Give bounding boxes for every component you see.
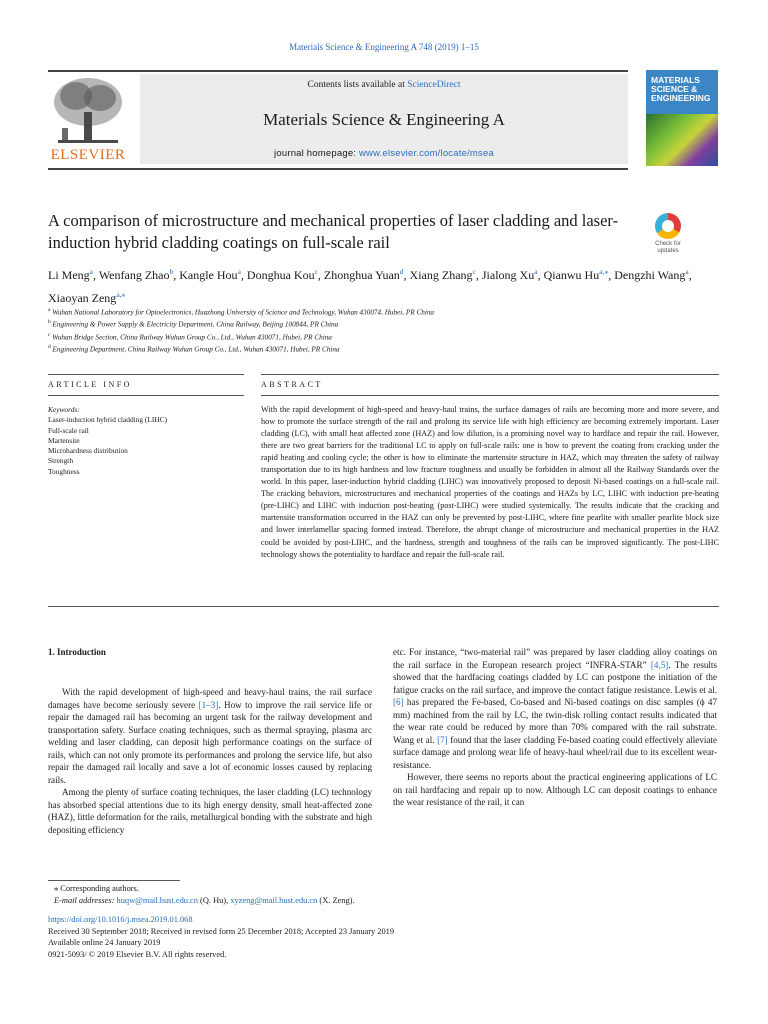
- email-link-hu[interactable]: huqw@mail.hust.edu.cn: [116, 895, 198, 905]
- author-affiliation-marker[interactable]: b: [169, 267, 174, 276]
- homepage-link[interactable]: www.elsevier.com/locate/msea: [358, 148, 494, 159]
- author-affiliation-marker[interactable]: a: [237, 267, 241, 276]
- author-name[interactable]: Kangle Hou: [179, 268, 238, 282]
- author-affiliation-marker[interactable]: a: [685, 267, 689, 276]
- affiliation-list: [48, 305, 708, 355]
- author-name[interactable]: Zhonghua Yuan: [323, 268, 400, 282]
- affiliation-key: a: [48, 307, 51, 313]
- crossmark-label: [650, 241, 686, 255]
- author-affiliation-marker[interactable]: c: [472, 267, 476, 276]
- abstract-bottom-rule: [48, 606, 719, 607]
- affiliation-text: Wuhan Bridge Section, China Railway Wuhan Group Co., Ltd., Wuhan 430071, Hubei, PR China: [52, 333, 332, 342]
- homepage-prefix: journal homepage:: [274, 148, 359, 159]
- keywords-label: Keywords:: [48, 405, 80, 414]
- affiliation-item: [48, 342, 708, 354]
- abstract-rule: [261, 374, 719, 375]
- citation-link[interactable]: [4,5]: [650, 659, 669, 670]
- cover-artwork: [646, 114, 718, 166]
- journal-reference[interactable]: Materials Science & Engineering A 748 (2019) 1–15: [289, 42, 479, 52]
- elsevier-wordmark: ELSEVIER: [50, 147, 126, 163]
- author-name[interactable]: Dengzhi Wang: [614, 268, 686, 282]
- copyright: 0921-5093/ © 2019 Elsevier B.V. All rights reserved.: [48, 949, 227, 959]
- keyword-item: Laser-induction hybrid cladding (LIHC): [48, 415, 168, 425]
- author-affiliation-marker[interactable]: d: [399, 267, 404, 276]
- cover-title: MATERIALS SCIENCE & ENGINEERING: [651, 75, 711, 103]
- tree-logo-icon: [48, 74, 128, 148]
- affiliation-text: Engineering Department, China Railway Wuhan Group Co., Ltd., Wuhan 430071, Hubei, PR China: [52, 345, 340, 354]
- masthead-bottom-rule: [48, 168, 628, 170]
- elsevier-logo[interactable]: [48, 74, 128, 164]
- crossmark-line2: updates: [657, 248, 679, 254]
- author-name[interactable]: Wenfang Zhao: [98, 268, 170, 282]
- keyword-item: Toughness: [48, 466, 80, 476]
- doi-link[interactable]: https://doi.org/10.1016/j.msea.2019.01.068: [48, 915, 193, 924]
- author-affiliation-marker[interactable]: a: [534, 267, 538, 276]
- citation-link[interactable]: [6]: [393, 697, 404, 707]
- keyword-item: Microhardness distribution: [48, 446, 128, 456]
- footnotes: [48, 880, 548, 906]
- contents-prefix: Contents lists available at: [307, 80, 408, 90]
- sciencedirect-link[interactable]: ScienceDirect: [407, 80, 461, 90]
- journal-masthead: [48, 70, 718, 166]
- corresponding-footnote: ⁎ Corresponding authors.: [54, 884, 139, 893]
- check-for-updates-button[interactable]: [650, 213, 686, 257]
- p3-text-a: etc. For instance, “two-material rail” was prepared by laser cladding alloy coatings on the rail surface in the European research project “INFRA-STAR”: [393, 647, 717, 670]
- affiliation-key: d: [48, 344, 51, 351]
- email-owner-hu: (Q. Hu),: [197, 895, 231, 905]
- author-name[interactable]: Xiang Zhang: [409, 268, 473, 282]
- affiliation-item: [48, 305, 708, 317]
- intro-paragraph-4: However, there seems no reports about the practical engineering applications of LC on rail hardfacing and repair up to now. Although LC can deposit coatings to enhance the wear resistance of the rail, it can: [393, 772, 717, 807]
- p1-text-b: . How to improve the rail service life or repair the damaged rail has becoming an urgent task for the railway development and transportation safety. Surface coating techniques, such as thermal spraying, plasma arc welding and laser cladding, can deposit high performance coatings on the surface of rails, which can not only promote its performances and prolong the service life, but also repair the damaged rail locally and save a lot of economic losses caused by replacing rails.: [48, 699, 372, 785]
- intro-paragraph-3: [393, 646, 717, 771]
- crossmark-icon: [655, 213, 681, 239]
- contents-line: [140, 80, 628, 90]
- article-info-subrule: [48, 395, 244, 396]
- article-title: A comparison of microstructure and mechanical properties of laser cladding and laser-induction hybrid cladding coatings on full-scale rail: [48, 211, 619, 252]
- keyword-item: Strength: [48, 456, 74, 466]
- email-link-zeng[interactable]: xyzeng@mail.hust.edu.cn: [230, 895, 318, 905]
- keyword-item: Martensite: [48, 435, 80, 445]
- p3-text-b: . The results showed that the hardfacing coatings cladded by LC can postpone the initiation of the fatigue cracks on the rail surface, and improve the contact fatigue resistance. Lewis et al.: [393, 659, 717, 695]
- author-affiliation-marker[interactable]: c: [314, 267, 318, 276]
- citation-link[interactable]: [1–3]: [198, 699, 219, 710]
- available-online: Available online 24 January 2019: [48, 938, 161, 947]
- abstract-text: With the rapid development of high-speed and heavy-haul trains, the surface damages of rails are becoming more and more severe, and how to promote the surface strength of the rail and prolong its service life with high efficiency are becoming extremely important. Laser cladding (LC), with small heat affected zone (HAZ) and low dilution, is a promising novel way to hardface and repair the rail. However, there are two great barriers for the traditional LC to apply on full-scale rails: one is how to prevent the coating from cracking under the rapid heating and cooling cycle; the other is how to eliminate the martensite structure in HAZ, which may threaten the safety of railway transportation due to its high hardness and low fracture toughness and usually be forbidden in almost all the Railway Standards over the world. In this paper, laser-induction hybrid cladding (LIHC) was innovatively proposed to deposit Ni-based coatings on a full-scale rail. The cracking behaviors, microstructures and mechanical properties of the coatings and HAZs by LC, LIHC with induction pre-heating (pre-LIHC) and LIHC with induction post-heating (post-LIHC) were studied systemically. The results indicate that the cracking and martensite transformation occurred in the HAZ can only be prevented by post-LIHC, where fine pearlite with smaller pearlite block size and lower interlamellar spacing formed instead. Therefore, the abrupt change of microstructure and mechanical properties in the HAZ could be avoided by post-LIHC, and the hardness, strength and toughness of the rails can be improved significantly. The post-LIHC technology shows the potentiality to hardface and repair the full-scale rail.: [261, 405, 719, 559]
- email-footnote: [48, 895, 548, 907]
- author-name[interactable]: Jialong Xu: [481, 268, 535, 282]
- citation-link[interactable]: [7]: [437, 734, 448, 745]
- body-column-left: [48, 686, 372, 836]
- author-affiliation-marker[interactable]: a,⁎: [599, 267, 609, 276]
- p3-text-d: found that the laser cladding Fe-based coating could effectively alleviate surface damage and prolong wear life of heavy-haul wheel/rail due to its excellent wear-resistance.: [393, 734, 717, 770]
- journal-name: Materials Science & Engineering A: [263, 110, 505, 129]
- affiliation-item: [48, 330, 708, 342]
- footnote-rule: [48, 880, 180, 881]
- masthead-top-rule: [48, 70, 628, 72]
- section-heading-introduction: 1. Introduction: [48, 647, 106, 657]
- author-name[interactable]: Li Meng: [48, 268, 90, 282]
- affiliation-item: [48, 317, 708, 329]
- author-affiliation-marker[interactable]: a: [89, 267, 94, 276]
- p1-text-a: With the rapid development of high-speed and heavy-haul trains, the rail surface damages have become seriously severe: [48, 687, 372, 710]
- intro-paragraph-1: [48, 686, 372, 786]
- body-column-right: [393, 646, 717, 809]
- author-name[interactable]: Donghua Kou: [246, 268, 315, 282]
- keyword-item: Full-scale rail: [48, 425, 89, 435]
- article-info-rule: [48, 374, 244, 375]
- crossmark-line1: Check for: [655, 241, 681, 247]
- keywords-block: [48, 405, 248, 477]
- intro-paragraph-2: Among the plenty of surface coating techniques, the laser cladding (LC) technology has absorbed special attentions due to its high energy density, small heat-affected zone (HAZ), little deformation for the rails, metallurgical bonding with the substrate and high depositing efficiency: [48, 787, 372, 835]
- email-owner-zeng: (X. Zeng).: [317, 895, 355, 905]
- p3-text-c: has prepared the Fe-based, Co-based and Ni-based coatings on disc samples (ϕ 47 mm) machined from the rail by LC, the twin-disk rolling contact results indicated that the wear rate could be reduced by more than 70% compared with the rail substrate. Wang et al.: [393, 697, 717, 745]
- email-label: E-mail addresses:: [54, 895, 117, 905]
- affiliation-key: b: [48, 319, 51, 326]
- author-list: Li Meng$^a$, Wenfang Zhao$^b$, Kangle Hou$^a$, Donghua Kou$^c$, Zhonghua Yuan$^d$, Xiang Zhang$^c$, Jialong Xu$^a$, Qianwu $Hu^{a,⁎}$, Dengzhi Wang$^a$, Xiaoyan Zeng$^{a,⁎}$: [48, 267, 692, 305]
- abstract-heading: ABSTRACT: [261, 380, 323, 389]
- received-dates: Received 30 September 2018; Received in revised form 25 December 2018; Accepted 23 January 2019: [48, 926, 395, 936]
- article-info-heading: ARTICLE INFO: [48, 380, 132, 389]
- abstract-subrule: [261, 395, 719, 396]
- author-name[interactable]: Qianwu Hu: [543, 268, 600, 282]
- author-affiliation-marker[interactable]: a,⁎: [116, 290, 126, 299]
- journal-banner: [140, 74, 628, 164]
- homepage-line: [140, 148, 628, 159]
- affiliation-text: Wuhan National Laboratory for Optoelectronics, Huazhong University of Science and Technology, Wuhan 430074, Hubei, PR China: [52, 308, 435, 317]
- author-name[interactable]: Xiaoyan Zeng: [48, 291, 117, 305]
- journal-cover-image[interactable]: [646, 70, 718, 166]
- article-history: [48, 914, 648, 960]
- keywords-list: [48, 415, 248, 477]
- affiliation-key: c: [48, 331, 51, 338]
- affiliation-text: Engineering & Power Supply & Electricity Department, China Railway, Beijing 100844, PR China: [52, 320, 339, 329]
